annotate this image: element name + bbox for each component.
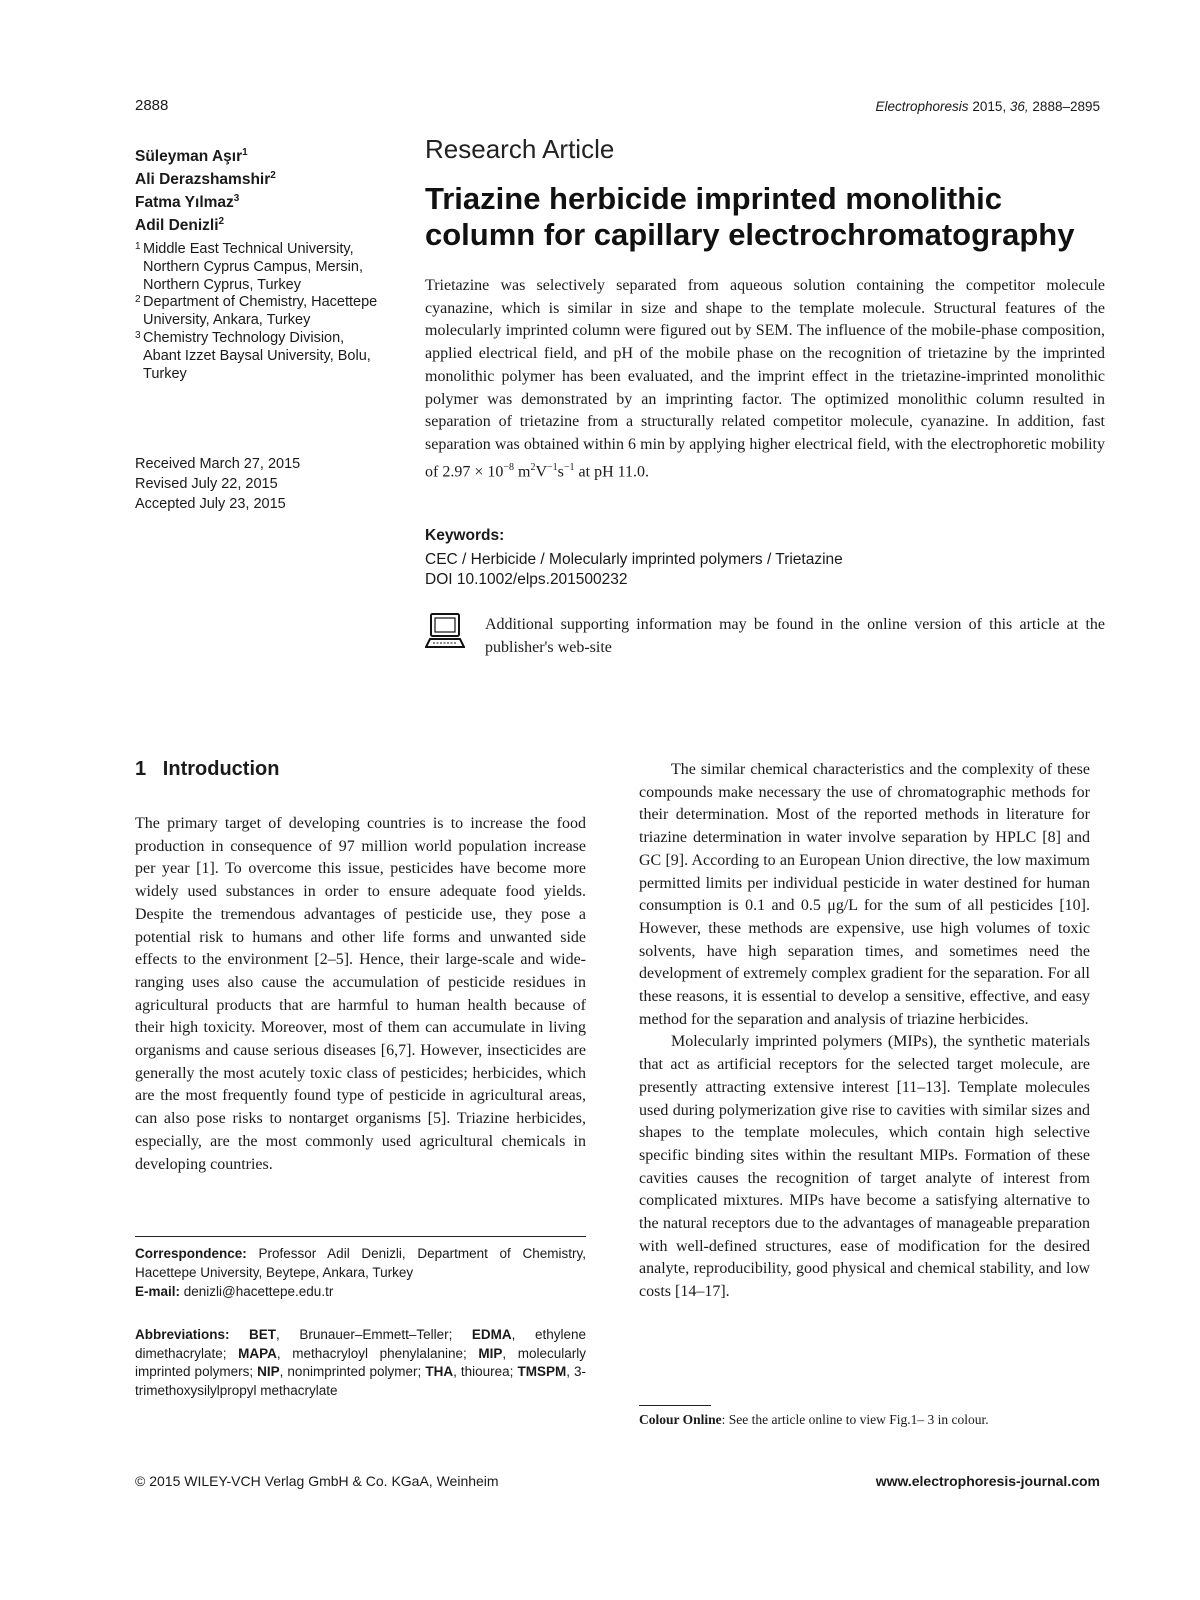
footnote-divider bbox=[639, 1405, 711, 1406]
author: Adil Denizli$^2$ bbox=[135, 216, 225, 235]
journal-volume: 36, bbox=[1009, 99, 1029, 114]
copyright: © 2015 WILEY-VCH Verlag GmbH & Co. KGaA, Weinheim bbox=[135, 1473, 499, 1489]
accepted-date: Accepted July 23, 2015 bbox=[135, 496, 286, 512]
journal-pages: 2888–2895 bbox=[1032, 99, 1100, 114]
paragraph: The similar chemical characteristics and the complexity of these compounds make necessary the use of chromatographic methods for their determination. Most of the reported methods in literature for triazine determination in water involve separation by HPLC [8] and GC [9]. According to an European Union directive, the low maximum permitted limits per individual pesticide in water destined for human consumption is 0.1 and 0.5 μg/L for the sum of all pesticides [10]. However, these methods are expensive, use high volumes of toxic solvents, have high separation times, and sometimes need the development of extremely complex gradient for the separation. For all these reasons, it is essential to develop a sensitive, effective, and easy method for the separation and analysis of triazine herbicides. bbox=[639, 761, 1090, 1028]
body-column-left bbox=[135, 813, 586, 1176]
revised-date: Revised July 22, 2015 bbox=[135, 476, 278, 492]
paragraph: The primary target of developing countries is to increase the food production in consequence of 97 million world population increase per year [1]. To overcome this issue, pesticides have become more widely used substances in order to ensure adequate food yields. Despite the tremendous advantages of pesticide use, they pose a potential risk to humans and other life forms and unwanted side effects to the environment [2–5]. Hence, their large-scale and wide-ranging uses also cause the accumulation of pesticide residues in agricultural products that are harmful to human health because of their high toxicity. Moreover, most of them can accumulate in living organisms and cause serious diseases [6,7]. However, insecticides are generally the most acutely toxic class of pesticides; herbicides, which are the most frequently found type of pesticide in agricultural areas, can also pose risks to nontarget organisms [5]. Triazine herbicides, especially, are the most commonly used agricultural chemicals in developing countries. bbox=[135, 815, 586, 1173]
article-type: Research Article bbox=[425, 134, 615, 164]
body-column-right bbox=[639, 759, 1090, 1304]
affiliation: 2 Department of Chemistry, Hacettepe University, Ankara, Turkey bbox=[135, 294, 378, 329]
article-dates bbox=[135, 454, 375, 514]
author: Fatma Yılmaz$^3$ bbox=[135, 193, 240, 212]
paragraph: Molecularly imprinted polymers (MIPs), the synthetic materials that act as artificial receptors for the selected target molecule, are presently attracting extensive interest [11–13]. Template molecules used during polymerization give rise to cavities with similar sizes and shapes to the template molecules, which contain high selective specific binding sites within the resultant MIPs. Formation of these cavities causes the recognition of target analyte of interest from complicated mixtures. MIPs have become a satisfying alternative to the natural receptors due to the advantages of manageable preparation with well-defined structures, ease of modification for the desired analyte, reproducibility, good physical and chemical stability, and low costs [14–17]. bbox=[639, 1033, 1090, 1301]
section-heading: 1 Introduction bbox=[135, 758, 280, 780]
keywords bbox=[425, 550, 843, 589]
keyword-list: CEC / Herbicide / Molecularly imprinted polymers / Trietazine bbox=[425, 551, 843, 568]
supporting-info-note: Additional supporting information may be found in the online version of this article at the publisher's web-site bbox=[485, 616, 1105, 656]
journal-name: Electrophoresis bbox=[875, 99, 969, 114]
affiliation-list bbox=[135, 241, 385, 383]
received-date: Received March 27, 2015 bbox=[135, 456, 301, 472]
author-list bbox=[135, 143, 365, 236]
doi[interactable]: DOI 10.1002/elps.201500232 bbox=[425, 570, 628, 588]
journal-citation bbox=[876, 99, 1101, 114]
computer-icon bbox=[425, 612, 465, 650]
author: Süleyman Aşır$^1$ bbox=[135, 147, 248, 166]
abstract: Trietazine was selectively separated from aqueous solution containing the competitor molecule cyanazine, which is similar in size and shape to the template molecule. Structural features of the molecularly imprinted column were figured out by SEM. The influence of the mobile-phase composition, applied electrical field, and pH of the mobile phase on the recognition of trietazine by the imprinted monolithic polymer has been evaluated, and the imprint effect in the trietazine-imprinted monolithic polymer was demonstrated by an imprinting factor. The optimized monolithic column resulted in separation of trietazine from a structurally related competitor molecule, cyanazine. In addition, fast separation was obtained within 6 min by applying higher electrical field, with the electrophoretic mobility of $2.97 \times 10^{-8}$ $m^2V^{-1}s^{-1}$ at pH 11.0. bbox=[425, 277, 1105, 480]
author: Ali Derazshamshir$^2$ bbox=[135, 170, 276, 189]
email-link[interactable]: denizli@hacettepe.edu.tr bbox=[180, 1284, 334, 1299]
journal-website-link[interactable]: www.electrophoresis-journal.com bbox=[875, 1473, 1100, 1489]
colour-online-note: Colour Online: See the article online to view Fig.1– 3 in colour. bbox=[639, 1412, 989, 1427]
affiliation: 3 Chemistry Technology Division, Abant Izzet Baysal University, Bolu, Turkey bbox=[135, 329, 371, 382]
keywords-heading: Keywords: bbox=[425, 527, 505, 544]
affiliation: 1 Middle East Technical University, Northern Cyprus Campus, Mersin, Northern Cyprus, Turkey bbox=[135, 241, 363, 293]
journal-year: 2015, bbox=[972, 99, 1007, 114]
abbreviations: Abbreviations: BET, Brunauer–Emmett–Teller; EDMA, ethylene dimethacrylate; MAPA, methacryloyl phenylalanine; MIP, molecularly imprinted polymers; NIP, nonimprinted polymer; THA, thiourea; TMSPM, 3-trimethoxysilylpropyl methacrylate bbox=[135, 1327, 586, 1398]
page-number: 2888 bbox=[135, 97, 169, 114]
footnote-divider bbox=[135, 1236, 586, 1237]
correspondence: Correspondence: Professor Adil Denizli, Department of Chemistry, Hacettepe University, Beytepe, Ankara, Turkey E-mail: denizli@hacettepe.edu.tr bbox=[135, 1246, 586, 1299]
article-title: Triazine herbicide imprinted monolithic column for capillary electrochromatography bbox=[425, 181, 1075, 252]
